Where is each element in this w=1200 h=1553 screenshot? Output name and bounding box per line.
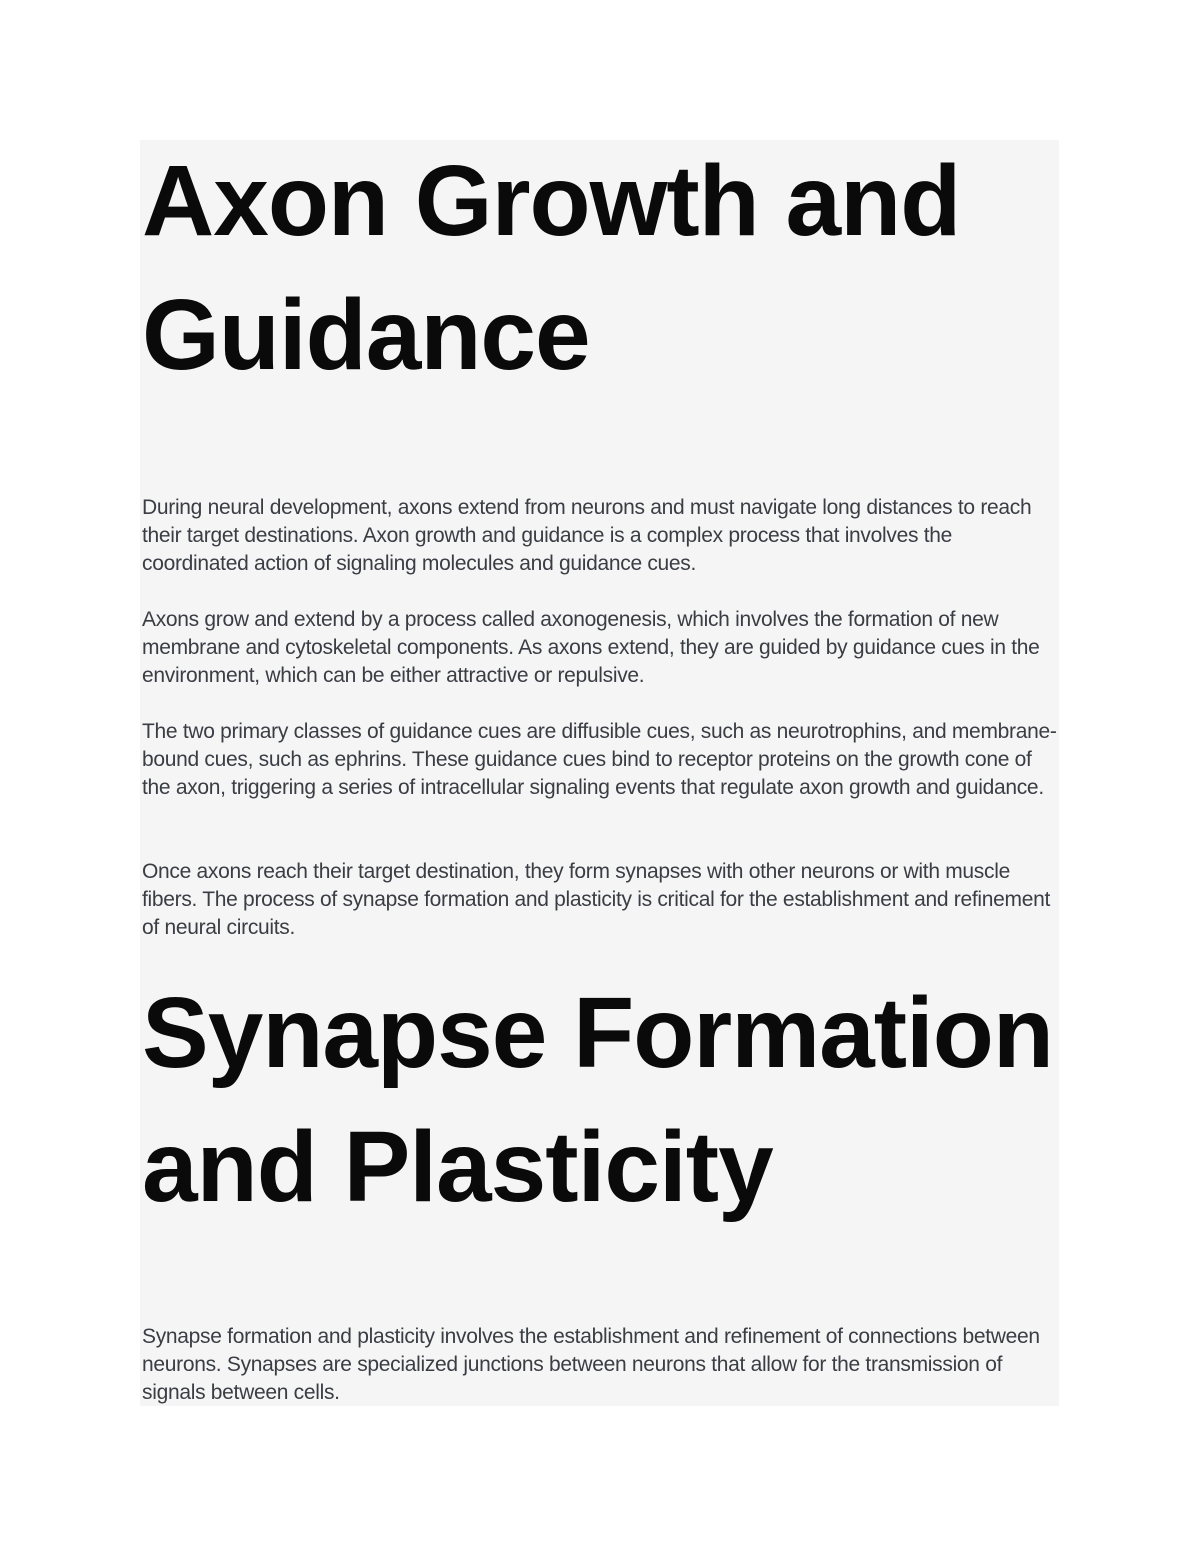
paragraph: The two primary classes of guidance cues are diffusible cues, such as neurotrophins, and membrane-bound cues, such as ephrins. These guidance cues bind to receptor proteins on the growth cone of the axon, triggering a series of intracellular signaling events that regulate axon growth and guidance.	[142, 720, 1057, 799]
paragraph: Synapse formation and plasticity involves the establishment and refinement of connections between neurons. Synapses are specialized junctions between neurons that allow for the transmission of signals between cells.	[142, 1325, 1040, 1404]
heading-line: Synapse Formation	[142, 977, 1053, 1089]
paragraph: Axons grow and extend by a process called axonogenesis, which involves the formation of new membrane and cytoskeletal components. As axons extend, they are guided by guidance cues in the environment, which can be either attractive or repulsive.	[142, 608, 1040, 687]
section-heading-synapse-formation	[142, 966, 1053, 1234]
document-content	[140, 140, 1059, 1406]
heading-line: and Plasticity	[142, 1111, 773, 1223]
paragraph: Once axons reach their target destination, they form synapses with other neurons or with muscle fibers. The process of synapse formation and plasticity is critical for the establishment and refinement of neural circuits.	[142, 860, 1051, 939]
heading-line: Guidance	[142, 279, 590, 391]
heading-line: Axon Growth and	[142, 145, 961, 257]
paragraph: During neural development, axons extend from neurons and must navigate long distances to reach their target destinations. Axon growth and guidance is a complex process that involves the coordinated action of signaling molecules and guidance cues.	[142, 496, 1032, 575]
section-heading-axon-growth	[142, 134, 960, 402]
